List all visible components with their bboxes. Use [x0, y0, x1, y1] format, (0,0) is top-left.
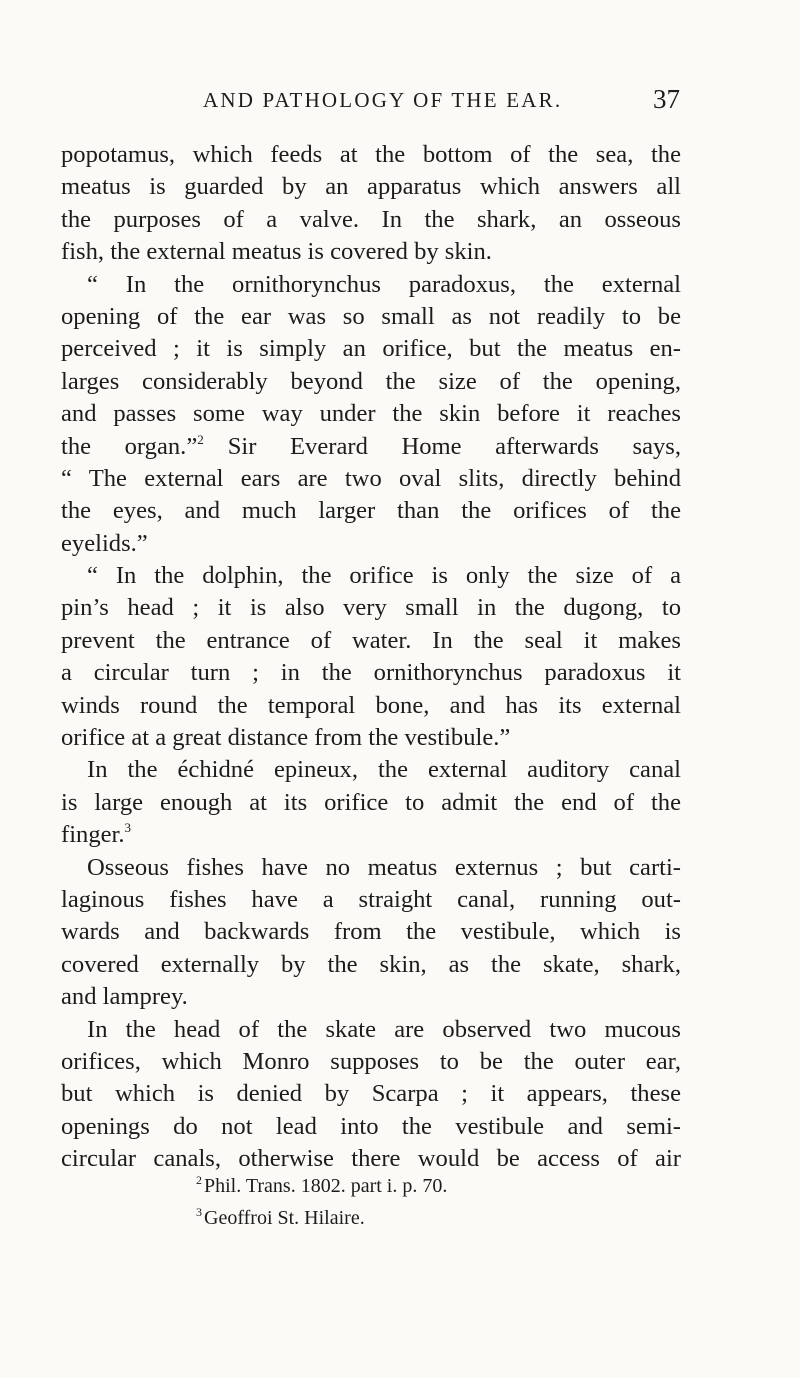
text-line: wards and backwards from the vestibule, which is: [61, 918, 681, 946]
running-head: AND PATHOLOGY OF THE EAR.: [203, 88, 563, 112]
footnote-ref[interactable]: 3: [124, 820, 132, 836]
text-line: eyelids.”: [61, 529, 148, 557]
text-line: the purposes of a valve. In the shark, an osseous: [61, 205, 681, 233]
text-line: [61, 431, 681, 463]
text-line: circular canals, otherwise there would be access of air: [61, 1145, 681, 1173]
text-line: and passes some way under the skin before it reaches: [61, 400, 681, 428]
text-line: fish, the external meatus is covered by skin.: [61, 238, 492, 266]
text-line: and lamprey.: [61, 983, 188, 1011]
text-segment: Sir Everard Home afterwards says,: [227, 432, 681, 460]
text-line: winds round the temporal bone, and has its external: [61, 691, 681, 719]
text-line: a circular turn ; in the ornithorynchus paradoxus it: [61, 659, 681, 687]
body-text: [61, 139, 681, 1176]
footnotes: [0, 1164, 800, 1228]
footnote: [0, 1164, 800, 1196]
text-line: popotamus, which feeds at the bottom of the sea, the: [61, 141, 681, 168]
text-line: meatus is guarded by an apparatus which answers all: [61, 173, 681, 201]
footnote-text: Geoffroi St. Hilaire.: [204, 1207, 365, 1229]
text-line: [61, 819, 681, 851]
text-line: prevent the entrance of water. In the seal it makes: [61, 626, 681, 654]
text-line: laginous fishes have a straight canal, running out-: [61, 885, 681, 913]
footnote-mark: 3: [196, 1205, 202, 1219]
text-line: In the head of the skate are observed two mucous: [87, 1015, 681, 1043]
text-line: covered externally by the skin, as the skate, shark,: [61, 950, 681, 978]
page-header: [0, 84, 800, 120]
text-line: “ In the ornithorynchus paradoxus, the external: [87, 270, 681, 298]
text-line: “ In the dolphin, the orifice is only the size of a: [87, 562, 681, 590]
text-line: openings do not lead into the vestibule and semi-: [61, 1112, 681, 1140]
text-line: pin’s head ; it is also very small in the dugong, to: [61, 594, 681, 622]
text-line: larges considerably beyond the size of the opening,: [61, 367, 681, 395]
text-line: but which is denied by Scarpa ; it appears, these: [61, 1080, 681, 1108]
text-line: In the échidné epineux, the external auditory canal: [87, 756, 681, 784]
footnote-text: Phil. Trans. 1802. part i. p. 70.: [204, 1175, 448, 1197]
page-number: 37: [653, 84, 680, 114]
text-line: is large enough at its orifice to admit the end of the: [61, 788, 681, 816]
text-line: perceived ; it is simply an orifice, but the meatus en-: [61, 335, 681, 363]
text-line: Osseous fishes have no meatus externus ; but carti-: [87, 853, 681, 881]
text-line: “ The external ears are two oval slits, directly behind: [61, 464, 681, 492]
footnote: [0, 1196, 800, 1228]
text-line: opening of the ear was so small as not readily to be: [61, 302, 681, 330]
text-line: the eyes, and much larger than the orifices of the: [61, 497, 681, 525]
footnote-ref[interactable]: 2: [197, 431, 204, 447]
text-segment: finger.: [61, 821, 125, 849]
footnote-mark: 2: [196, 1173, 202, 1187]
text-line: orifice at a great distance from the vestibule.”: [61, 724, 511, 752]
text-segment: the organ.”: [61, 432, 198, 460]
text-line: orifices, which Monro supposes to be the outer ear,: [61, 1047, 681, 1075]
